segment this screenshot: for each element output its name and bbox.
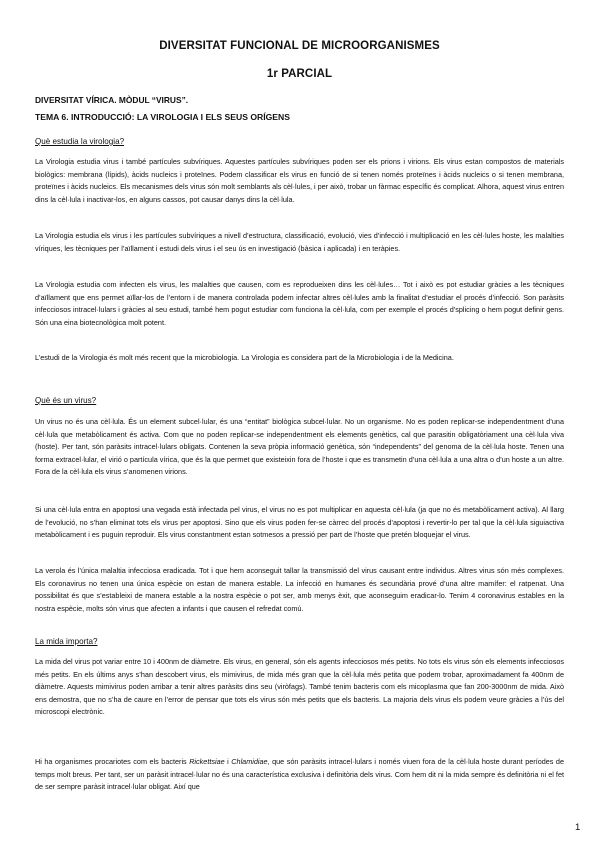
paragraph: La Virologia estudia com infecten els virus, les malalties que causen, com es reprodueixen dins les cèl·lules… Tot i això es pot estudiar gràcies a les tècniques d’aïllament que ens permet aïllar-los de l’entorn i de manera controlada podem infectar altres cèl·lules amb la finalitat d’estudiar el procés d’infecció. Son paràsits infecciosos intracel·lulars i gràcies al seu estudi, també hem pogut estudiar com funciona la cèl·lula, com per exemple el procés d’splicing o hem pogut definir gens. Són una eina biotecnològica molt potent.: [35, 280, 564, 327]
module-heading: DIVERSITAT VÍRICA. MÒDUL “VIRUS”.: [35, 95, 189, 105]
paragraph: La Virologia estudia els virus i les partícules subvíriques a nivell d’estructura, classificació, evolució, vies d’infecció i multiplicació en les cèl·lules hoste, les malalties víriques, les tècniques per l’aïllament i estudi dels virus i el seu ús en investigació (bàsica i aplicada) i en teràpies.: [35, 231, 564, 253]
paragraph: La Virologia estudia virus i també partícules subvíriques. Aquestes partícules subvíriques poden ser els prions i virions. Els virus estan compostos de materials biològics: membrana (lípids), àcids nucleics i proteïnes. Podem classificar els virus en funció de si tenen només proteïnes i àcids nucleics o si tenen membrana, proteïnes i àcids nucleics. Els mecanismes dels virus són molt semblants als cèl·lules, i per això, trobar un fàrmac específic és complicat. Alhora, aquest virus entren dins la cèl·lula i inactivar-los, en alguns cassos, pot causar danys dins la cèl·lula.: [35, 157, 564, 204]
section-heading: La mida importa?: [35, 637, 98, 646]
paragraph-text: Hi ha organismes procariotes com els bacteris: [35, 757, 190, 766]
paragraph: Si una cèl·lula entra en apoptosi una vegada està infectada pel virus, el virus no es pot multiplicar en aquesta cèl·lula (ja que no és metabòlicament activa). Al llarg de l’evolució, no s’han eliminat tots els virus per apoptosi. Sino que els virus poden fer-se càrrec del procés d’apoptosi i revertir-lo per tal que la cèl·lula siguiactiva metabòlicament i es puguin reproduir. Els virus constantment estan sotmesos a pressió per part de l’hoste que pretén bloquejar el virus.: [35, 505, 564, 540]
paragraph-text: , que són paràsits intracel·lulars i només viuen fora de la cèl·lula hoste durant períodes de temps molt breus. Per tant, ser un paràsit intracel·lular no és una característica exclusiva i definitòria dels virus. Com hem dit ni la mida sempre és definitòria ni el fet de ser sempre paràsit intracel·lular obligat. Així que: [35, 757, 565, 792]
section-heading: Què estudia la virologia?: [35, 137, 125, 146]
paragraph: L’estudi de la Virologia és molt més recent que la microbiologia. La Virologia es considera part de la Microbiologia i de la Medicina.: [35, 353, 454, 362]
paragraph: La verola és l’única malaltia infecciosa eradicada. Tot i que hem aconseguit tallar la transmissió del virus causant entre individus. Altres virus són més complexes. Els coronavirus no tenen una única espècie on estan de manera estable. La infecció en humanes és secundària prové d’una altre mamífer: el ratpenat. Una possibilitat és que s’estableixi de manera estable a la nostra espècie o pot ser, amb menys èxit, que aconseguim eradicar-lo. Tenim 4 coronavirus estables en la nostra espècie, molts són virus que afecten a infants i que causen el refredat comú.: [35, 566, 564, 613]
italic-term: Chlamidiae: [231, 757, 268, 766]
section-heading: Què és un virus?: [35, 396, 97, 405]
document-title: DIVERSITAT FUNCIONAL DE MICROORGANISMES: [159, 40, 440, 52]
topic-heading: TEMA 6. INTRODUCCIÓ: LA VIROLOGIA I ELS SEUS ORÍGENS: [35, 112, 290, 122]
paragraph: [35, 756, 564, 794]
paragraph: La mida del virus pot variar entre 10 i 400nm de diàmetre. Els virus, en general, són els agents infecciosos més petits. No tots els virus són els elements infecciosos més petits. En els últims anys s’han descobert virus, els mimivirus, de mida més gran que la cèl·lula més petita que podem trobar, aproximadament fa 400nm de diàmetre. Aquests mimivirus poden arribar a tenir altres paràsits dins seu (viròfags). També tenim bacteris com els micoplasma que fan 200-3000nm de mida. Això ens demostra, que no s’ha de caure en l’error de pensar que tots els virus són més petits que els bacteris. La majoria dels virus els podem veure gràcies a l’ús del microscopi electrònic.: [35, 657, 564, 717]
paragraph-text: i: [224, 757, 232, 766]
document-subtitle: 1r PARCIAL: [266, 68, 333, 80]
paragraph: Un virus no és una cèl·lula. És un element subcel·lular, és una “entitat” biològica subcel·lular. No un organisme. No es poden replicar-se independentment d’una cèl·lula que metabòlicament és activa. Com que no poden replicar-se independentment els elements genètics, cal que parasitin obligatòriament una cèl·lula viva (hoste). Per tant, són paràsits intracel·lulars obligats. Contenen la seva pròpia informació genètica, són “independents” del genoma de la cèl·lula hoste. Tenen una forma extracel·lular, el virió o partícula vírica, que és la que permet que existeixin fora de l’hoste i que es transmetin d’una cèl·lula a una altra o d’un hoste a un altre. Fora de la cèl·lula els virus s’anomenen virions.: [35, 417, 564, 477]
page-number: 1: [575, 822, 581, 833]
italic-term: Rickettsiae: [189, 757, 225, 766]
